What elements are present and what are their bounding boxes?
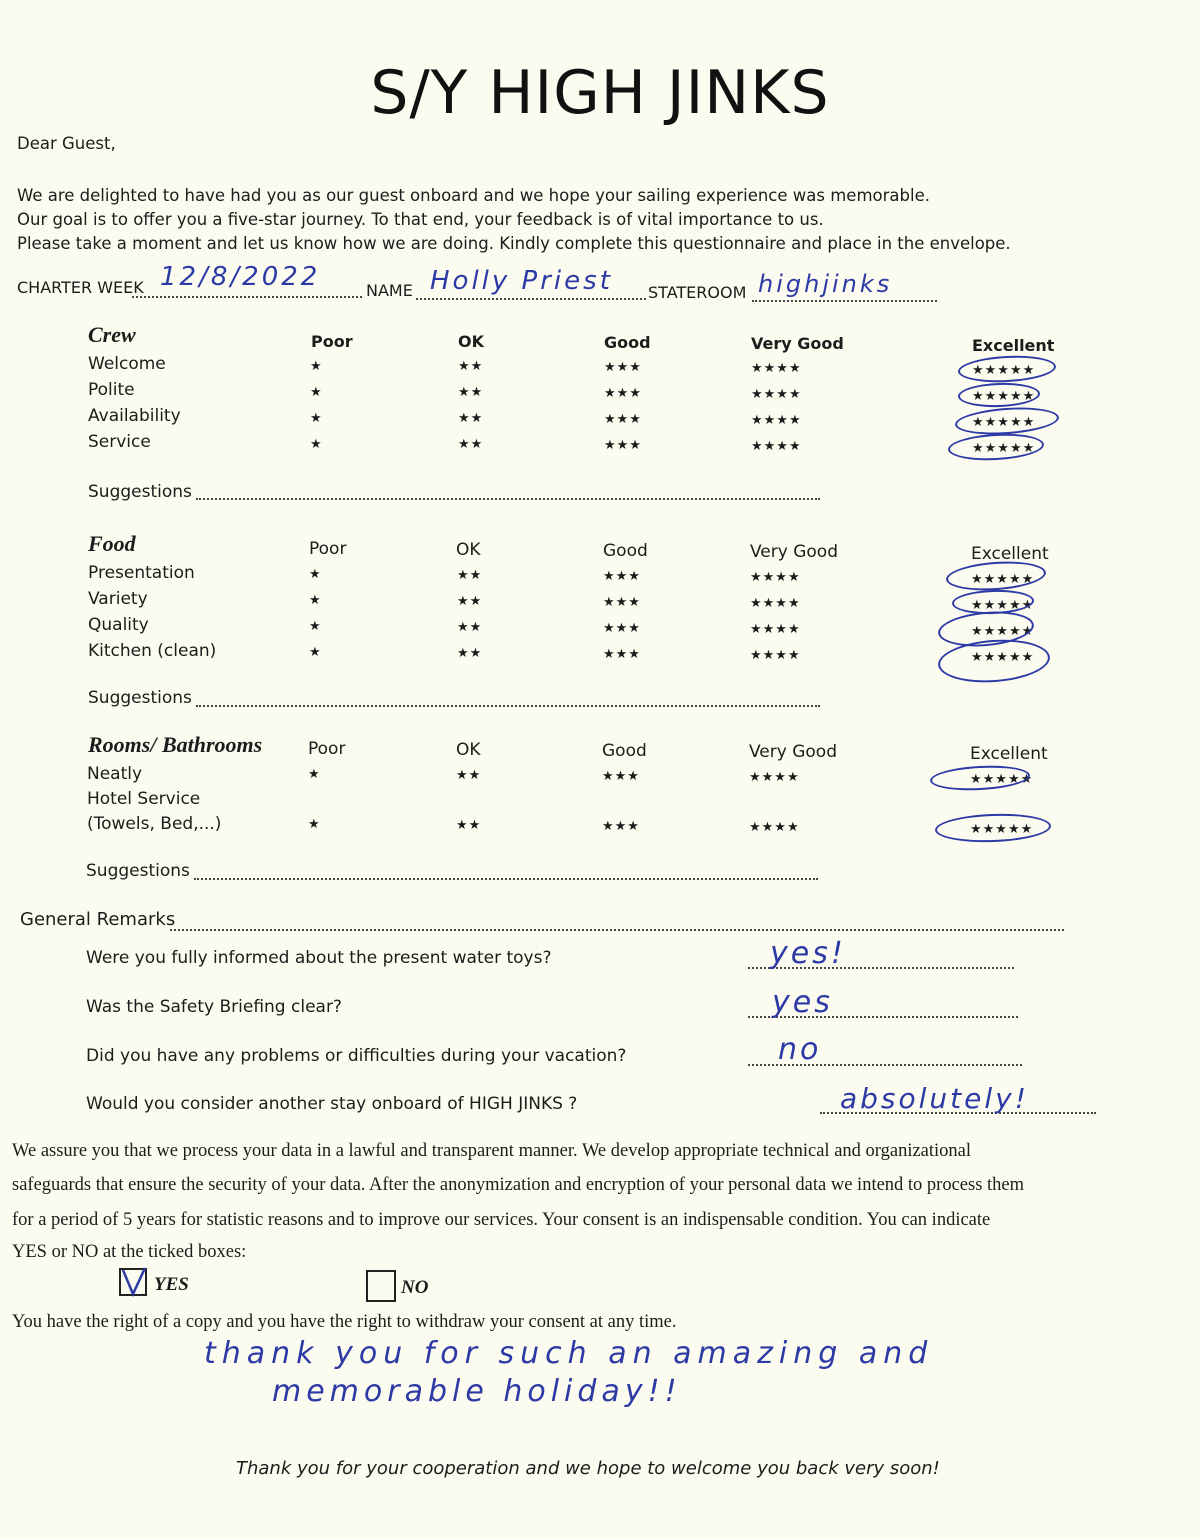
star-rating-4[interactable]: ★★★★ bbox=[750, 648, 801, 663]
selection-circle bbox=[945, 559, 1047, 594]
answer-another-stay[interactable]: absolutely! bbox=[840, 1082, 1029, 1115]
rooms-item-hotel-service: Hotel Service bbox=[87, 789, 201, 809]
consent-yes-checkbox[interactable] bbox=[119, 1268, 147, 1296]
privacy-line-4: YES or NO at the ticked boxes: bbox=[12, 1242, 247, 1262]
star-rating-1[interactable]: ★ bbox=[309, 619, 322, 634]
star-rating-3[interactable]: ★★★ bbox=[603, 621, 641, 636]
crew-item-welcome: Welcome bbox=[88, 354, 166, 374]
crew-item-availability: Availability bbox=[88, 406, 181, 426]
food-suggestions-label: Suggestions bbox=[88, 688, 192, 708]
intro-line-3: Please take a moment and let us know how we are doing. Kindly complete this questionnaire and place in the envelope. bbox=[17, 234, 1011, 253]
selection-circle bbox=[935, 812, 1052, 844]
charter-week-line bbox=[132, 296, 362, 298]
rating-header-very-good: Very Good bbox=[749, 742, 837, 762]
star-rating-2[interactable]: ★★ bbox=[457, 594, 483, 609]
intro-line-1: We are delighted to have had you as our guest onboard and we hope your sailing experience was memorable. bbox=[17, 186, 930, 205]
name-line bbox=[416, 298, 646, 300]
selection-circle bbox=[947, 432, 1044, 463]
star-rating-2[interactable]: ★★ bbox=[458, 359, 484, 374]
consent-yes-label: YES bbox=[154, 1274, 189, 1295]
star-rating-3[interactable]: ★★★ bbox=[604, 412, 642, 427]
star-rating-2[interactable]: ★★ bbox=[457, 568, 483, 583]
star-rating-4[interactable]: ★★★★ bbox=[750, 596, 801, 611]
star-rating-4[interactable]: ★★★★ bbox=[749, 770, 800, 785]
rating-header-good: Good bbox=[602, 741, 647, 761]
crew-item-service: Service bbox=[88, 432, 151, 452]
star-rating-3[interactable]: ★★★ bbox=[604, 386, 642, 401]
star-rating-1[interactable]: ★ bbox=[310, 385, 323, 400]
question-water-toys: Were you fully informed about the present water toys? bbox=[86, 948, 552, 968]
section-title-crew: Crew bbox=[88, 322, 136, 347]
star-rating-4[interactable]: ★★★★ bbox=[750, 570, 801, 585]
closing-text: Thank you for your cooperation and we hope to welcome you back very soon! bbox=[236, 1458, 940, 1479]
star-rating-1[interactable]: ★ bbox=[310, 437, 323, 452]
star-rating-5[interactable]: ★★★★★ bbox=[970, 822, 1034, 837]
rating-header-poor: Poor bbox=[311, 332, 353, 351]
star-rating-5[interactable]: ★★★★★ bbox=[972, 363, 1036, 378]
withdraw-consent-text: You have the right of a copy and you have the right to withdraw your consent at any time. bbox=[12, 1312, 677, 1332]
star-rating-3[interactable]: ★★★ bbox=[603, 647, 641, 662]
consent-no-label: NO bbox=[401, 1277, 429, 1298]
star-rating-1[interactable]: ★ bbox=[309, 645, 322, 660]
selection-circle bbox=[957, 353, 1056, 384]
star-rating-4[interactable]: ★★★★ bbox=[751, 439, 802, 454]
answer-problems[interactable]: no bbox=[778, 1032, 822, 1067]
greeting: Dear Guest, bbox=[17, 134, 116, 153]
stateroom-label: STATEROOM bbox=[648, 283, 747, 302]
crew-suggestions-label: Suggestions bbox=[88, 482, 192, 502]
star-rating-5[interactable]: ★★★★★ bbox=[971, 650, 1035, 665]
selection-circle bbox=[958, 382, 1041, 409]
privacy-line-1: We assure you that we process your data in a lawful and transparent manner. We develop appropriate technical and organizational bbox=[12, 1141, 972, 1161]
question-problems: Did you have any problems or difficulties during your vacation? bbox=[86, 1046, 627, 1066]
star-rating-3[interactable]: ★★★ bbox=[602, 769, 640, 784]
handwritten-note-line-1: thank you for such an amazing and bbox=[204, 1336, 934, 1371]
star-rating-1[interactable]: ★ bbox=[308, 767, 321, 782]
rating-header-very-good: Very Good bbox=[751, 334, 844, 353]
food-suggestions-line[interactable] bbox=[196, 705, 820, 707]
star-rating-3[interactable]: ★★★ bbox=[604, 360, 642, 375]
selection-circle bbox=[954, 404, 1060, 437]
question-safety-briefing: Was the Safety Briefing clear? bbox=[86, 997, 342, 1017]
general-remarks-label: General Remarks bbox=[20, 909, 176, 930]
star-rating-3[interactable]: ★★★ bbox=[603, 569, 641, 584]
star-rating-1[interactable]: ★ bbox=[310, 359, 323, 374]
answer-safety-briefing[interactable]: yes bbox=[772, 985, 833, 1020]
star-rating-5[interactable]: ★★★★★ bbox=[972, 415, 1036, 430]
charter-week-label: CHARTER WEEK bbox=[17, 278, 144, 297]
rating-header-poor: Poor bbox=[308, 739, 346, 759]
stateroom-line bbox=[752, 300, 937, 302]
name-label: NAME bbox=[366, 281, 413, 300]
star-rating-5[interactable]: ★★★★★ bbox=[971, 624, 1035, 639]
answer-water-toys[interactable]: yes! bbox=[770, 936, 846, 971]
star-rating-4[interactable]: ★★★★ bbox=[750, 622, 801, 637]
rating-header-good: Good bbox=[603, 541, 648, 561]
rating-header-very-good: Very Good bbox=[750, 542, 838, 562]
star-rating-5[interactable]: ★★★★★ bbox=[970, 772, 1034, 787]
check-mark-icon bbox=[119, 1266, 149, 1298]
star-rating-1[interactable]: ★ bbox=[308, 817, 321, 832]
star-rating-2[interactable]: ★★ bbox=[457, 620, 483, 635]
selection-circle bbox=[929, 763, 1030, 792]
star-rating-5[interactable]: ★★★★★ bbox=[972, 441, 1036, 456]
handwritten-note-line-2: memorable holiday!! bbox=[272, 1374, 682, 1409]
privacy-line-2: safeguards that ensure the security of your data. After the anonymization and encryption of your personal data we intend to process them bbox=[12, 1175, 1025, 1195]
star-rating-4[interactable]: ★★★★ bbox=[751, 361, 802, 376]
intro-line-2: Our goal is to offer you a five-star journey. To that end, your feedback is of vital importance to us. bbox=[17, 210, 824, 229]
star-rating-4[interactable]: ★★★★ bbox=[751, 387, 802, 402]
star-rating-5[interactable]: ★★★★★ bbox=[972, 389, 1036, 404]
food-item-quality: Quality bbox=[88, 615, 149, 635]
section-title-food: Food bbox=[88, 531, 136, 556]
rating-header-ok: OK bbox=[458, 332, 484, 351]
crew-suggestions-line[interactable] bbox=[196, 498, 820, 500]
star-rating-2[interactable]: ★★ bbox=[458, 411, 484, 426]
rooms-item-neatly: Neatly bbox=[87, 764, 143, 784]
star-rating-5[interactable]: ★★★★★ bbox=[971, 598, 1035, 613]
charter-week-value[interactable]: 12/8/2022 bbox=[160, 262, 321, 292]
food-item-kitchen: Kitchen (clean) bbox=[88, 641, 217, 661]
star-rating-3[interactable]: ★★★ bbox=[602, 819, 640, 834]
rating-header-ok: OK bbox=[456, 740, 481, 760]
star-rating-2[interactable]: ★★ bbox=[458, 437, 484, 452]
star-rating-4[interactable]: ★★★★ bbox=[749, 820, 800, 835]
star-rating-3[interactable]: ★★★ bbox=[603, 595, 641, 610]
star-rating-2[interactable]: ★★ bbox=[456, 818, 482, 833]
name-value[interactable]: Holly Priest bbox=[430, 266, 613, 296]
consent-no-checkbox[interactable] bbox=[366, 1270, 396, 1302]
star-rating-1[interactable]: ★ bbox=[309, 567, 322, 582]
star-rating-2[interactable]: ★★ bbox=[456, 768, 482, 783]
star-rating-3[interactable]: ★★★ bbox=[604, 438, 642, 453]
stateroom-value[interactable]: highjinks bbox=[758, 270, 893, 298]
star-rating-2[interactable]: ★★ bbox=[457, 646, 483, 661]
page-title: S/Y HIGH JINKS bbox=[370, 58, 830, 128]
star-rating-5[interactable]: ★★★★★ bbox=[971, 572, 1035, 587]
question-another-stay: Would you consider another stay onboard of HIGH JINKS ? bbox=[86, 1094, 578, 1114]
privacy-line-3: for a period of 5 years for statistic reasons and to improve our services. Your consent is an indispensable condition. You can indicate bbox=[12, 1210, 991, 1230]
rating-header-ok: OK bbox=[456, 540, 481, 560]
rating-header-good: Good bbox=[604, 333, 651, 352]
section-title-rooms: Rooms/ Bathrooms bbox=[88, 732, 263, 757]
star-rating-4[interactable]: ★★★★ bbox=[751, 413, 802, 428]
rating-header-excellent: Excellent bbox=[971, 544, 1049, 564]
crew-item-polite: Polite bbox=[88, 380, 135, 400]
rooms-suggestions-label: Suggestions bbox=[86, 861, 190, 881]
rating-header-poor: Poor bbox=[309, 539, 347, 559]
rooms-suggestions-line[interactable] bbox=[194, 878, 818, 880]
general-remarks-line[interactable] bbox=[170, 929, 1064, 931]
star-rating-1[interactable]: ★ bbox=[309, 593, 322, 608]
food-item-variety: Variety bbox=[88, 589, 148, 609]
rooms-item-towels-bed: (Towels, Bed,...) bbox=[87, 814, 222, 834]
star-rating-2[interactable]: ★★ bbox=[458, 385, 484, 400]
star-rating-1[interactable]: ★ bbox=[310, 411, 323, 426]
food-item-presentation: Presentation bbox=[88, 563, 195, 583]
rating-header-excellent: Excellent bbox=[972, 336, 1055, 355]
rating-header-excellent: Excellent bbox=[970, 744, 1048, 764]
